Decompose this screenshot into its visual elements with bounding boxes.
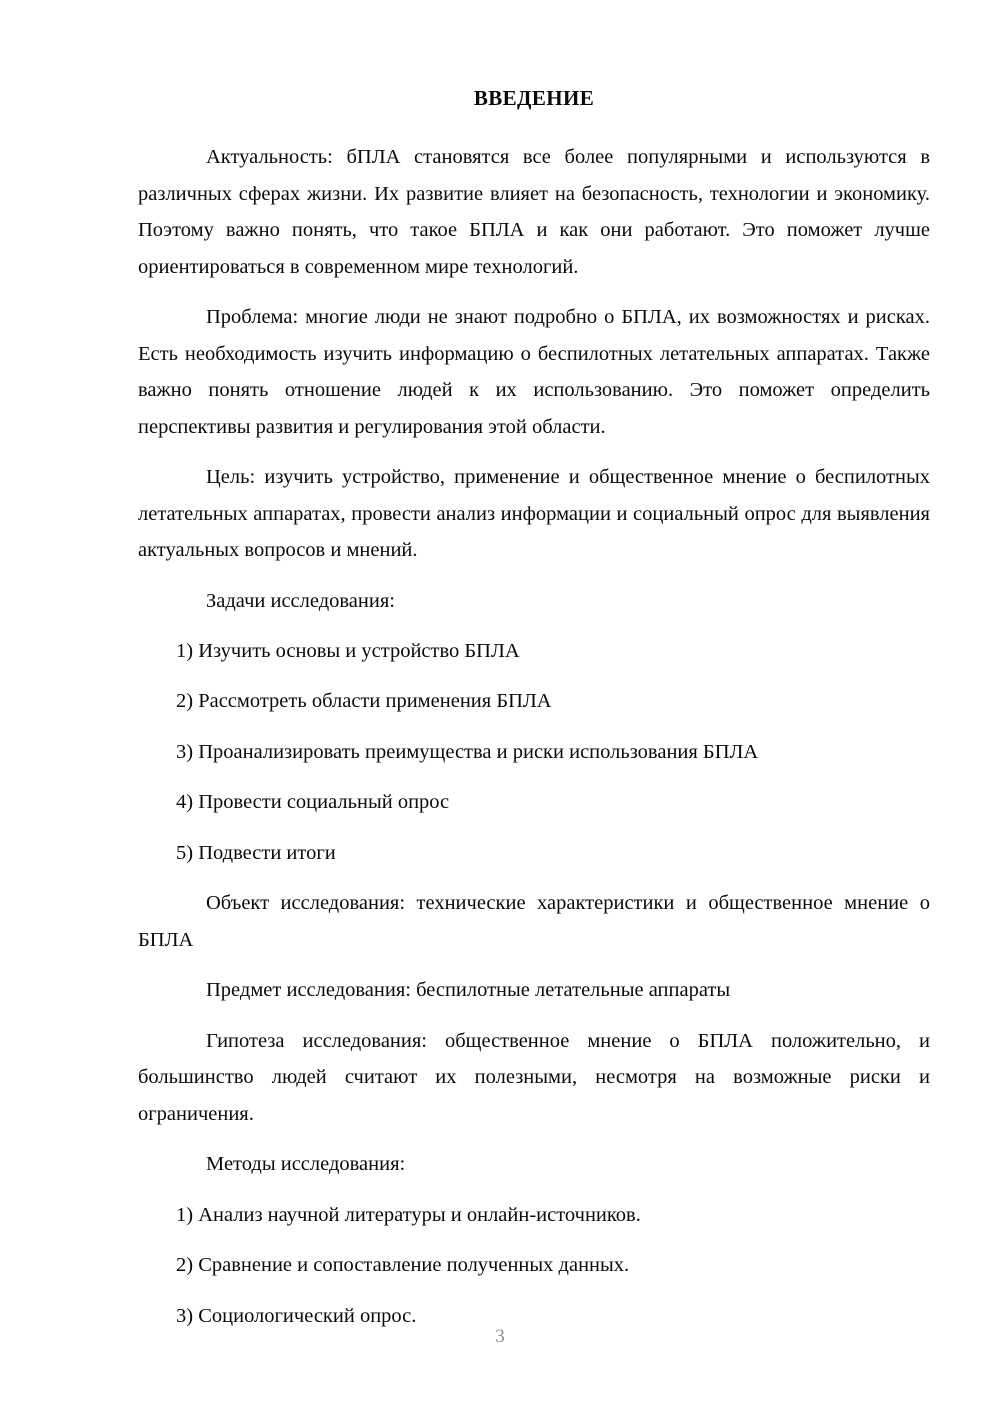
list-item: 5) Подвести итоги [176, 841, 336, 864]
list-item: 2) Рассмотреть области применения БПЛА [176, 690, 552, 713]
page-title: ВВЕДЕНИЕ [473, 86, 595, 110]
paragraph-subject: Предмет исследования: беспилотные летательные аппараты [206, 979, 731, 1002]
tasks-heading: Задачи исследования: [206, 589, 395, 612]
paragraph-goal: Цель: изучить устройство, применение и общественное мнение о беспилотных летательных аппаратах, провести анализ информации и социальный опрос для выявления актуальных вопросов и мнений. [138, 466, 930, 562]
paragraph-problem: Проблема: многие люди не знают подробно о БПЛА, их возможностях и рисках. Есть необходимость изучить информацию о беспилотных летательных аппаратах. Также важно понять отношение людей к их использованию. Это поможет определить перспективы развития и регулирования этой области. [138, 306, 930, 438]
page-number: 3 [495, 1326, 505, 1347]
methods-heading: Методы исследования: [206, 1153, 406, 1176]
list-item: 4) Провести социальный опрос [176, 791, 450, 814]
paragraph-relevance: Актуальность: бПЛА становятся все более популярными и используются в различных сферах жизни. Их развитие влияет на безопасность, технологии и экономику. Поэтому важно понять, что такое БПЛА и как они работают. Это поможет лучше ориентироваться в современном мире технологий. [138, 146, 930, 278]
list-item: 1) Анализ научной литературы и онлайн-источников. [176, 1203, 641, 1226]
paragraph-object: Объект исследования: технические характеристики и общественное мнение о БПЛА [138, 892, 930, 951]
list-item: 3) Социологический опрос. [176, 1304, 417, 1327]
list-item: 3) Проанализировать преимущества и риски использования БПЛА [176, 740, 759, 763]
document-body [138, 86, 930, 1348]
list-item: 2) Сравнение и сопоставление полученных данных. [176, 1254, 630, 1277]
list-item: 1) Изучить основы и устройство БПЛА [176, 640, 520, 662]
paragraph-hypothesis: Гипотеза исследования: общественное мнение о БПЛА положительно, и большинство людей считают их полезными, несмотря на возможные риски и ограничения. [138, 1029, 930, 1125]
